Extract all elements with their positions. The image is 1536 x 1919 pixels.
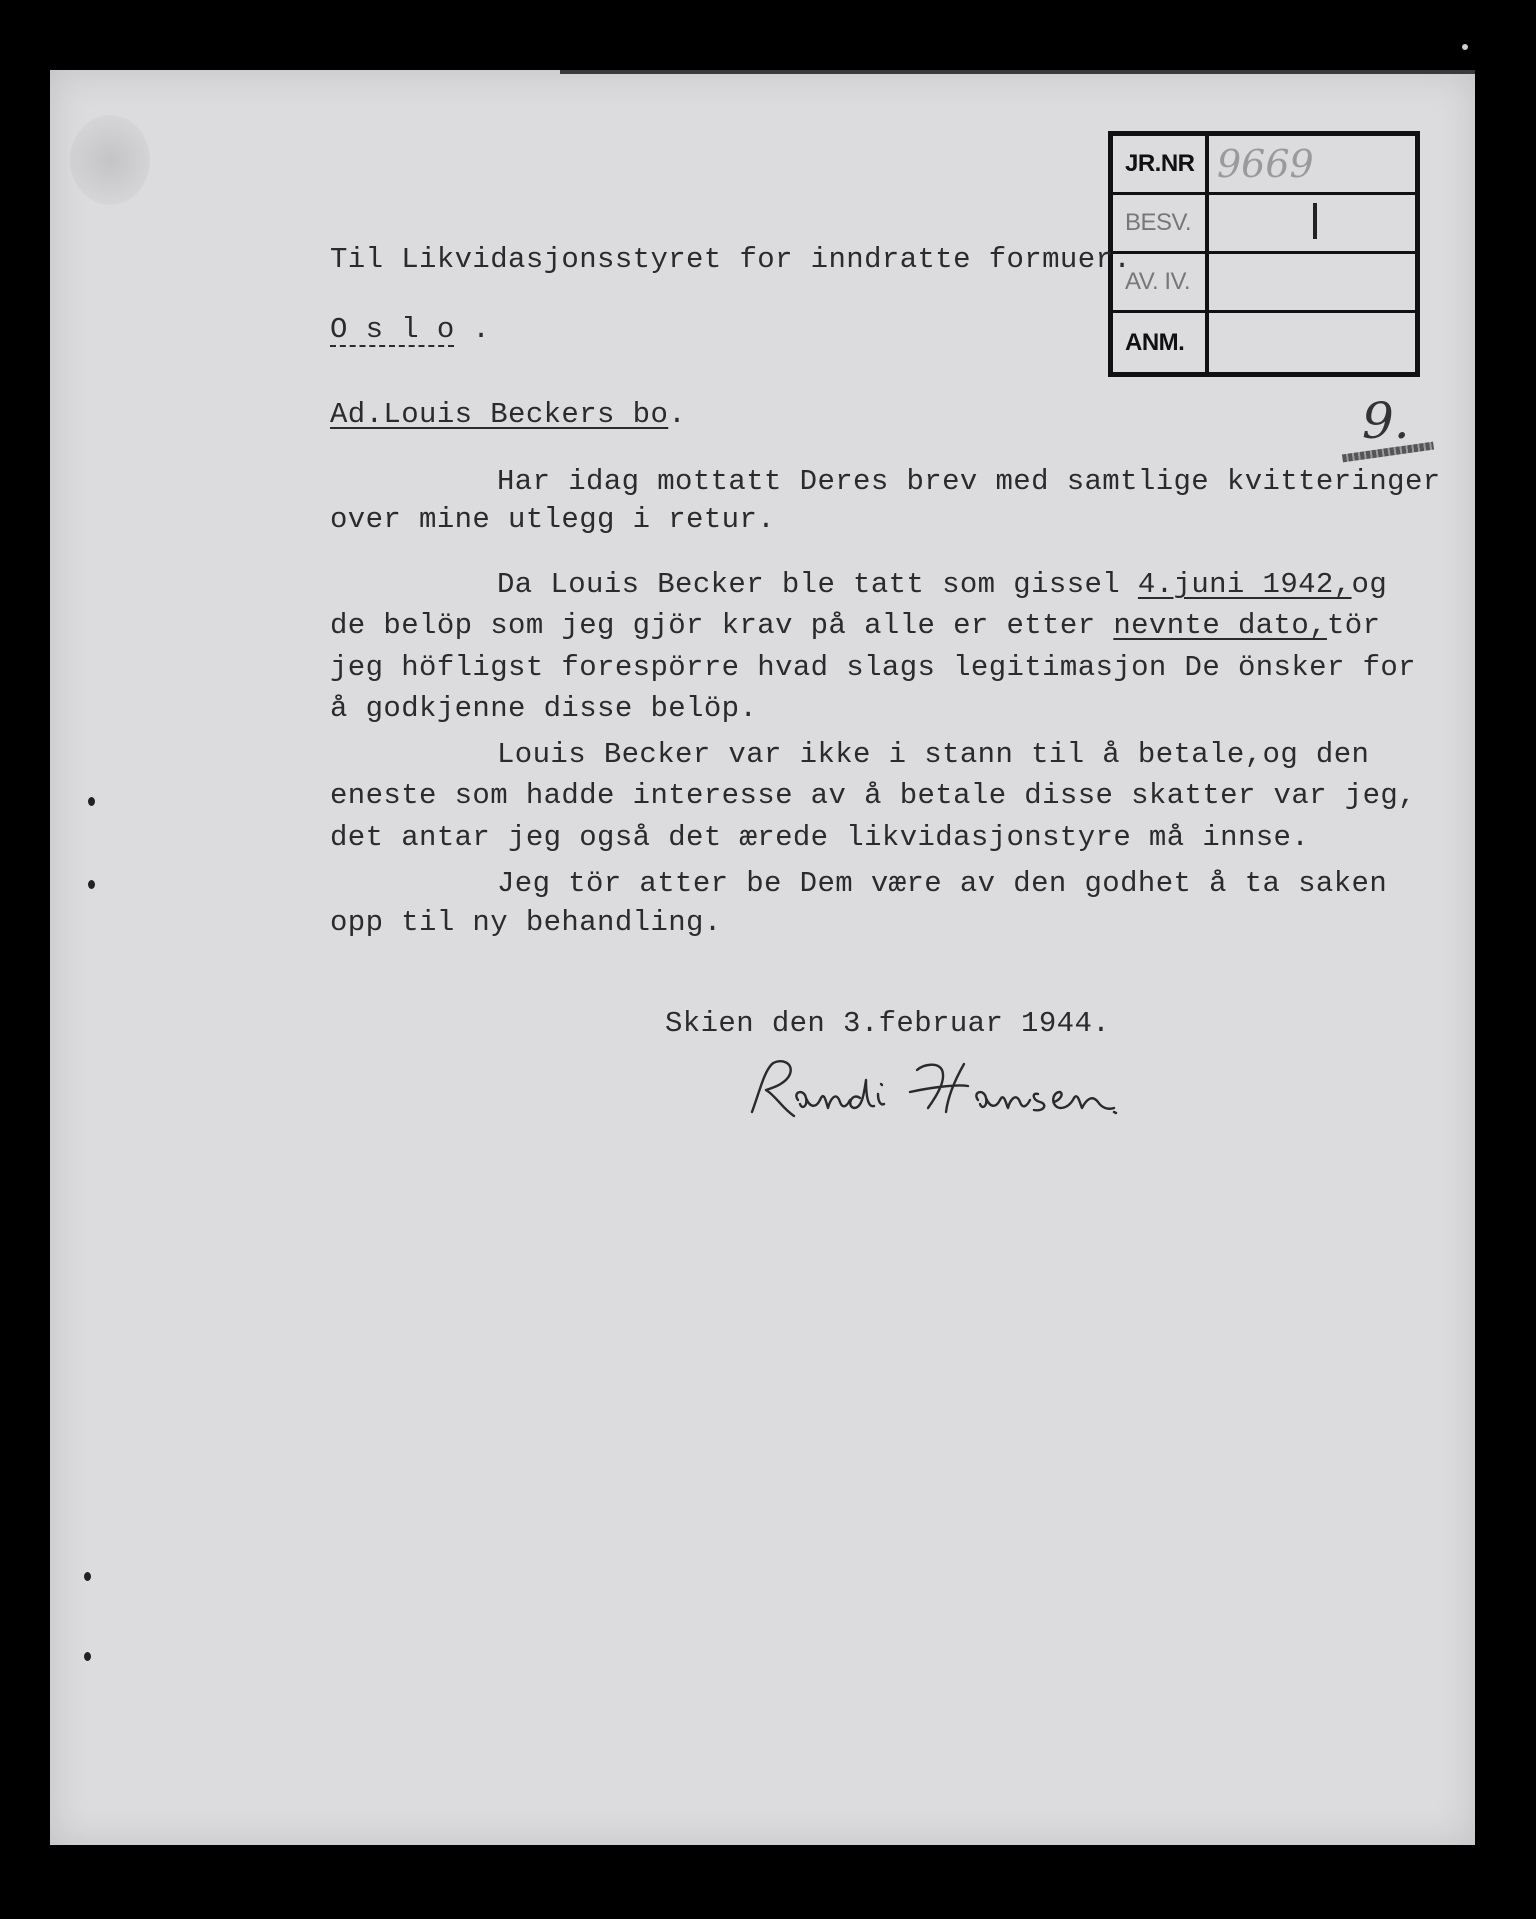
paragraph2-line4: å godkjenne disse belöp. bbox=[330, 692, 758, 725]
text-span: de belöp som jeg gjör krav på alle er etter bbox=[330, 609, 1114, 642]
journal-number: 9669 bbox=[1217, 142, 1314, 186]
subject-line bbox=[330, 395, 686, 435]
paragraph3-line3: det antar jeg også det ærede likvidasjonstyre må innse. bbox=[330, 821, 1310, 854]
punch-hole-mark bbox=[84, 1572, 91, 1581]
text-span: Da Louis Becker ble tatt som gissel bbox=[497, 568, 1138, 601]
paragraph4-line2: opp til ny behandling. bbox=[330, 906, 722, 939]
text-span: tör bbox=[1326, 609, 1381, 642]
stamp-label: ANM. bbox=[1113, 313, 1209, 372]
paper-top-edge bbox=[560, 70, 1475, 74]
subject-text: Ad.Louis Beckers bo bbox=[330, 398, 669, 431]
stamp-value bbox=[1209, 254, 1415, 310]
underlined-reference: nevnte dato, bbox=[1113, 609, 1327, 642]
underlined-date: 4.juni 1942, bbox=[1137, 568, 1352, 601]
stamp-label: JR.NR bbox=[1113, 136, 1209, 192]
punch-hole-mark bbox=[88, 880, 95, 889]
stamp-label: AV. IV. bbox=[1113, 254, 1209, 310]
city-line bbox=[330, 310, 490, 350]
stamp-value bbox=[1209, 313, 1415, 372]
folio-number: 9. bbox=[1362, 392, 1410, 450]
city-name: O s l o bbox=[330, 313, 455, 346]
paragraph2-line3: jeg höfligst forespörre hvad slags legitimasjon De önsker for bbox=[330, 651, 1416, 684]
paragraph2-line2 bbox=[330, 606, 1380, 646]
stamp-row-av bbox=[1113, 254, 1415, 313]
paragraph3-line2: eneste som hadde interesse av å betale disse skatter var jeg, bbox=[330, 779, 1416, 812]
subject-punctuation: . bbox=[668, 398, 687, 431]
journal-stamp bbox=[1108, 131, 1420, 377]
paragraph4-line1: Jeg tör atter be Dem være av den godhet å ta saken bbox=[497, 867, 1388, 900]
paragraph2-line1 bbox=[497, 565, 1387, 605]
stamp-value bbox=[1209, 195, 1415, 251]
stamp-row-besv bbox=[1113, 195, 1415, 254]
scan-speck bbox=[1462, 44, 1468, 50]
recipient-line: Til Likvidasjonsstyret for inndratte formuer. bbox=[330, 243, 1132, 276]
stamp-row-jrnr bbox=[1113, 136, 1415, 195]
paragraph1-line2: over mine utlegg i retur. bbox=[330, 503, 776, 536]
place-and-date: Skien den 3.februar 1944. bbox=[665, 1007, 1111, 1040]
city-punctuation: . bbox=[454, 313, 491, 346]
paragraph3-line1: Louis Becker var ikke i stann til å betale,og den bbox=[497, 738, 1370, 771]
handwritten-signature bbox=[742, 1050, 1122, 1130]
text-span: og bbox=[1351, 568, 1388, 601]
stamp-row-anm bbox=[1113, 313, 1415, 372]
stamp-tick-mark bbox=[1313, 203, 1317, 239]
punch-hole-mark bbox=[88, 797, 95, 806]
punch-hole-mark bbox=[84, 1652, 91, 1661]
stamp-label: BESV. bbox=[1113, 195, 1209, 251]
paragraph1-line1: Har idag mottatt Deres brev med samtlige kvitteringer bbox=[497, 465, 1441, 498]
paper-smudge bbox=[70, 115, 150, 205]
